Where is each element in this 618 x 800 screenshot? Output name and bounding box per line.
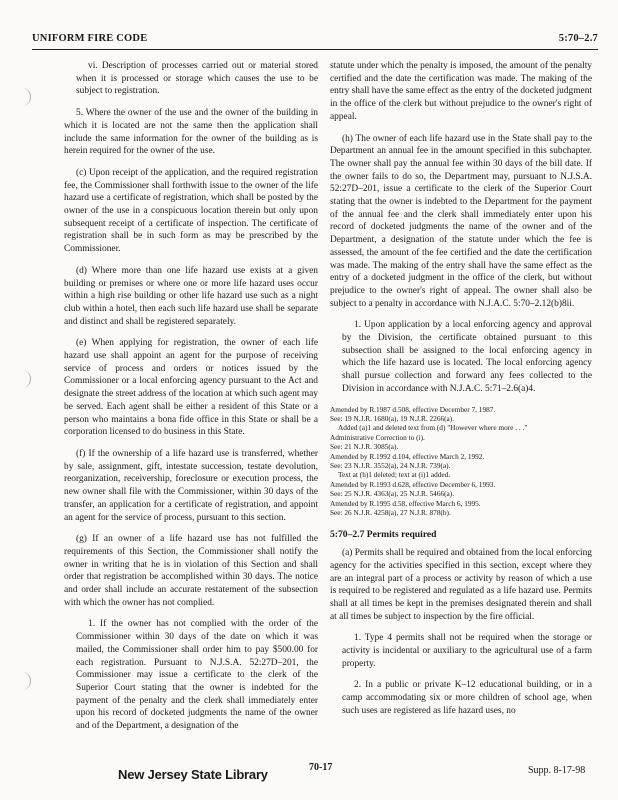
history-line: Amended by R.1987 d.508, effective December 7, 1987. xyxy=(330,404,496,414)
paragraph-g1: 1. If the owner has not complied with the order of the Commissioner within 30 days of the date on which it was mailed, the Commissioner shall order him to pay $500.00 for each registration. Pursuant to N.J.S.A. 52:27D–201, the Commissioner may issue a certificate to the clerk of the Superior Court stating that the owner is indebted for the payment of the penalty and the clerk shall immediately enter upon his record of docketed judgments the name of the owner and of the Department, a designation of the xyxy=(76,619,318,732)
running-header xyxy=(32,33,598,49)
paragraph-h: (h) The owner of each life hazard use in the State shall pay to the Department an annual fee in the amount specified in this subchapter. The owner shall pay the annual fee within 30 days of the bill date. If the owner fails to do so, the Department may, pursuant to N.J.S.A. 52:27D–201, issue a certificate to the clerk of the Superior Court stating that the owner is indebted to the Department for the payment of the annual fee and the clerk shall immediately enter upon his record of docketed judgments the name of the owner and of the Department, a designation of the statute under which the fee is assessed, the amount of the fee certified and the date the certification was made. The making of the entry shall have the same effect as the entry of a docketed judgment in the office of the clerk, but without prejudice to the owner's right of appeal. The owner shall also be subject to a penalty in accordance with N.J.A.C. 5:70–2.12(b)8ii. xyxy=(330,133,592,309)
paragraph-g: (g) If an owner of a life hazard use has not fulfilled the requirements of this Section, the Commissioner shall notify the owner in writing that he is in violation of this Section and shall order that registration be accomplished within 30 days. The notice and order shall include an accurate restatement of the subsection with which the owner has not complied. xyxy=(64,534,318,608)
paragraph-h1: 1. Upon application by a local enforcing agency and approval by the Division, the certificate obtained pursuant to this subsection shall be assigned to the local enforcing agency in which the life hazard use is located. The local enforcing agency shall pursue collection and forward any fees collected to the Division in accordance with N.J.A.C. 5:71–2.6(a)4. xyxy=(342,320,592,394)
paragraph-a: (a) Permits shall be required and obtained from the local enforcing agency for the activities specified in this section, except where they are an integral part of a process or activity by reason of which a use is required to be registered and regulated as a life hazard use. Permits shall at all times be kept in the premises designated therein and shall at all times be subject to inspection by the fire official. xyxy=(330,548,592,622)
binder-hole-mark xyxy=(18,88,31,106)
paragraph-a1: 1. Type 4 permits shall not be required when the storage or activity is incidental or auxiliary to the agricultural use of a farm property. xyxy=(342,633,592,669)
history-notes xyxy=(330,405,592,518)
paragraph-e: (e) When applying for registration, the owner of each life hazard use shall appoint an agent for the purpose of receiving service of process and orders or notices issued by the Commissioner or a local enforcing agency pursuant to the Act and designate the street address of the location at which such agent may be served. Each agent shall be either a resident of this State or a person who maintains a bona fide office in this State or shall be a corporation licensed to do business in this State. xyxy=(64,338,318,438)
history-line: Amended by R.1993 d.628, effective December 6, 1993. xyxy=(330,479,496,489)
history-line: Added (a)1 and deleted text from (d) "However where more . . ." xyxy=(338,423,528,433)
paragraph-d: (d) Where more than one life hazard use exists at a given building or premises or where one or more life hazard uses occur within a high rise building or other life hazard use such as a night club within a hotel, then each such life hazard use shall be separate and distinct and shall be registered separately. xyxy=(64,265,318,327)
paragraph-a2: 2. In a public or private K–12 educational building, or in a camp accommodating six or more children of school age, when such uses are registered as life hazard uses, no xyxy=(342,680,592,716)
paragraph-f: (f) If the ownership of a life hazard use is transferred, whether by sale, assignment, gift, intestate succession, testate devolution, reorganization, receivership, foreclosure or execution process, the new owner shall file with the Commissioner, within 30 days of the transfer, an application for a certificate of registration, and appoint an agent for the service of process, pursuant to this section. xyxy=(64,448,318,523)
history-line: See: 21 N.J.R. 3085(a). xyxy=(330,442,399,452)
history-line: See: 26 N.J.R. 4258(a), 27 N.J.R. 878(b). xyxy=(330,508,451,518)
history-line: Amended by R.1995 d.58, effective March 6, 1995. xyxy=(330,498,481,508)
paragraph-b4-vi: vi. Description of processes carried out or material stored when it is processed or storage which causes the use to be subject to registration. xyxy=(76,61,318,97)
history-line: Text at (h)1 deleted; text at (i)1 added. xyxy=(338,470,451,480)
history-line: See: 19 N.J.R. 1680(a), 19 N.J.R. 2266(a). xyxy=(330,413,455,423)
history-line: See: 23 N.J.R. 3552(a), 24 N.J.R. 739(a). xyxy=(330,461,451,471)
paragraph-c: (c) Upon receipt of the application, and the required registration fee, the Commissioner shall forthwith issue to the owner of the life hazard use a certificate of registration, which shall be posted by the owner of the use in a conspicuous location therein but only upon subsequent receipt of a certificate of inspection. The certificate of registration shall be in such form as may be prescribed by the Commissioner. xyxy=(64,167,318,255)
header-rule xyxy=(32,49,598,50)
left-column xyxy=(64,60,318,742)
header-title: UNIFORM FIRE CODE xyxy=(32,33,148,44)
library-stamp: New Jersey State Library xyxy=(118,767,268,782)
history-line: See: 25 N.J.R. 4363(a), 25 N.J.R. 5466(a). xyxy=(330,489,455,499)
binder-hole-mark xyxy=(18,370,31,388)
section-heading: 5:70–2.7 Permits required xyxy=(330,529,437,541)
binder-hole-mark xyxy=(18,672,31,690)
history-line: Amended by R.1992 d.104, effective March 2, 1992. xyxy=(330,451,485,461)
paragraph-g1-continued: statute under which the penalty is imposed, the amount of the penalty certified and the date the certification was made. The making of the entry shall have the same effect as the entry of the docketed judgment in the office of the clerk but without prejudice to the owner's right of appeal. xyxy=(330,61,592,122)
right-column xyxy=(330,60,592,727)
page-number: 70-17 xyxy=(309,762,333,773)
supplement-date: Supp. 8-17-98 xyxy=(528,765,586,776)
paragraph-b5: 5. Where the owner of the use and the owner of the building in which it is located are not the same then the application shall include the same information for the owner of the building as is herein required for the owner of the use. xyxy=(64,108,318,157)
header-section-number: 5:70–2.7 xyxy=(558,33,598,44)
history-line: Administrative Correction to (i). xyxy=(330,432,425,442)
